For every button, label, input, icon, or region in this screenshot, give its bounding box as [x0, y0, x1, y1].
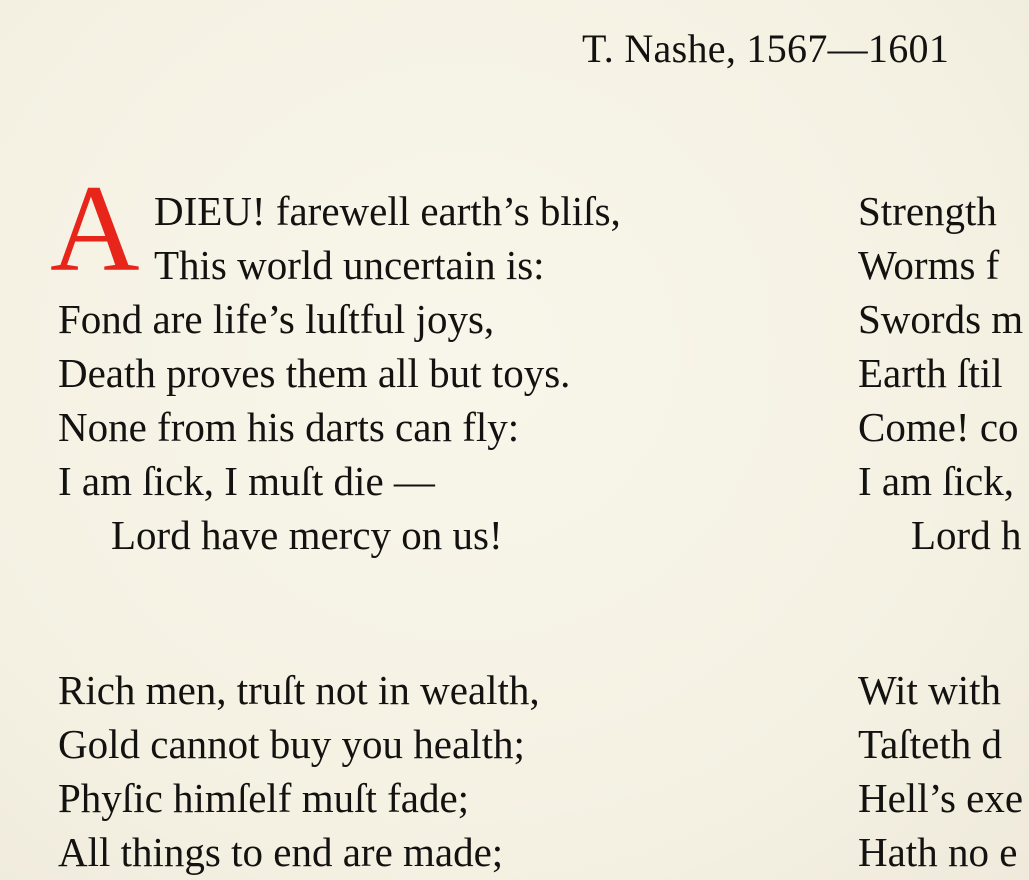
poem-line: Rich men, truſt not in wealth,: [58, 667, 540, 713]
poem-line: This world uncertain is:: [154, 242, 545, 288]
poem-line: Hath no e: [858, 829, 1018, 875]
right-stanza-1: [858, 184, 1029, 564]
poem-line: I am ſick, I muſt die —: [58, 458, 435, 504]
poem-line: Swords m: [858, 296, 1024, 342]
left-stanza-1: [50, 160, 818, 564]
drop-cap: A: [50, 160, 140, 297]
poem-line: I am ſick,: [858, 458, 1014, 504]
poem-line: Strength: [858, 188, 997, 234]
poem-line: Hell’s exe: [858, 775, 1024, 821]
poem-line: Wit with: [858, 667, 1001, 713]
poem-line: DIEU! farewell earth’s bliſs,: [154, 188, 621, 234]
poem-line: Death proves them all but toys.: [58, 350, 571, 396]
author-heading: T. Nashe, 1567—1601: [582, 26, 950, 71]
poem-line: Taſteth d: [858, 721, 1003, 767]
poem-line: Come! co: [858, 404, 1019, 450]
poem-line: Fond are life’s luſtful joys,: [58, 296, 495, 342]
poem-refrain: Lord have mercy on us!: [111, 512, 503, 558]
poem-line: Phyſic himſelf muſt fade;: [58, 775, 470, 821]
poem-refrain: Lord h: [911, 512, 1022, 558]
right-stanza-2: [858, 663, 1029, 880]
left-stanza-2: [58, 663, 818, 880]
poem-line: None from his darts can fly:: [58, 404, 520, 450]
poem-line: All things to end are made;: [58, 829, 504, 875]
poem-line: Earth ſtil: [858, 350, 1003, 396]
poem-line: Gold cannot buy you health;: [58, 721, 525, 767]
poem-line: Worms f: [858, 242, 1000, 288]
